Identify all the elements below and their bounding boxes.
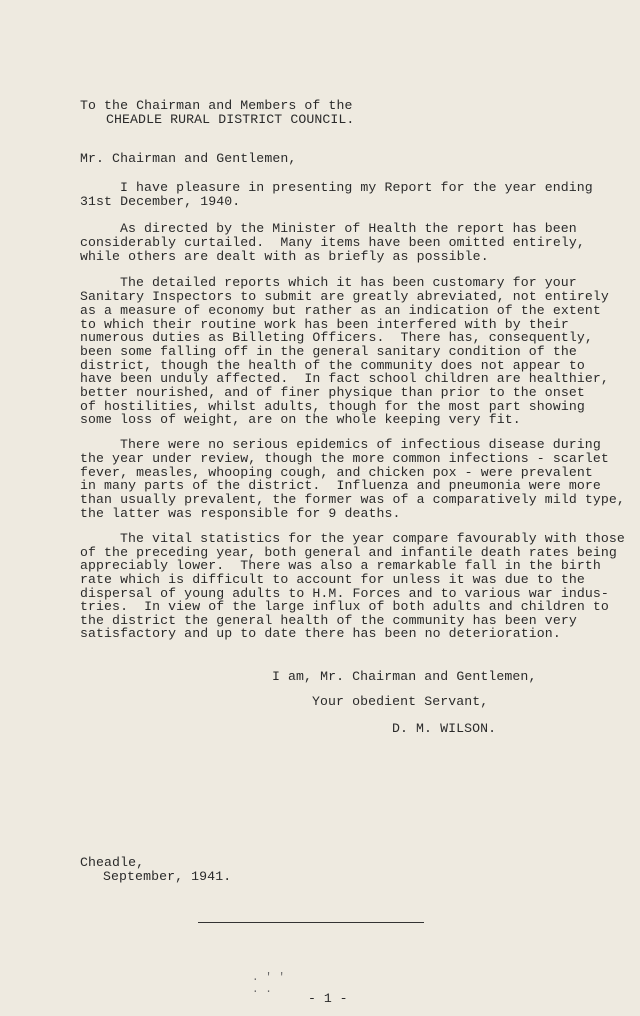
para3-line5: numerous duties as Billeting Officers. There has, consequently, bbox=[80, 330, 593, 345]
para4-line3: fever, measles, whooping cough, and chicken pox - were prevalent bbox=[80, 465, 593, 480]
signature-name: D. M. WILSON. bbox=[392, 721, 497, 736]
page-number: - 1 - bbox=[308, 991, 348, 1006]
closing-line: I am, Mr. Chairman and Gentlemen, bbox=[272, 669, 537, 684]
para2-line3: while others are dealt with as briefly as possible. bbox=[80, 249, 489, 264]
para3-line7: district, though the health of the community does not appear to bbox=[80, 358, 585, 373]
para3-line10: of hostilities, whilst adults, though for the most part showing bbox=[80, 399, 585, 414]
para3-line2: Sanitary Inspectors to submit are greatly abreviated, not entirely bbox=[80, 289, 609, 304]
para3-line8: have been unduly affected. In fact school children are healthier, bbox=[80, 371, 609, 386]
para1-line2: 31st December, 1940. bbox=[80, 194, 241, 209]
horizontal-rule bbox=[198, 922, 424, 923]
para5-line6: tries. In view of the large influx of both adults and children to bbox=[80, 599, 609, 614]
para4-line4: in many parts of the district. Influenza and pneumonia were more bbox=[80, 478, 601, 493]
para4-line1: There were no serious epidemics of infectious disease during bbox=[120, 437, 601, 452]
salutation: Mr. Chairman and Gentlemen, bbox=[80, 151, 297, 166]
address-line-1: To the Chairman and Members of the bbox=[80, 98, 353, 113]
para5-line5: dispersal of young adults to H.M. Forces and to various war indus- bbox=[80, 586, 609, 601]
para5-line4: rate which is difficult to account for unless it was due to the bbox=[80, 572, 585, 587]
para5-line7: the district the general health of the community has been very bbox=[80, 613, 577, 628]
para2-line1: As directed by the Minister of Health the report has been bbox=[120, 221, 577, 236]
para3-line3: as a measure of economy but rather as an indication of the extent bbox=[80, 303, 601, 318]
para3-line4: to which their routine work has been interfered with by their bbox=[80, 317, 569, 332]
signoff-line: Your obedient Servant, bbox=[312, 694, 489, 709]
stray-marks: . ' ' . . bbox=[252, 972, 286, 996]
para5-line8: satisfactory and up to date there has been no deterioration. bbox=[80, 626, 561, 641]
para3-line11: some loss of weight, are on the whole keeping very fit. bbox=[80, 412, 521, 427]
para3-line6: been some falling off in the general sanitary condition of the bbox=[80, 344, 577, 359]
date: September, 1941. bbox=[103, 869, 232, 884]
para5-line1: The vital statistics for the year compare favourably with those bbox=[120, 531, 625, 546]
para2-line2: considerably curtailed. Many items have been omitted entirely, bbox=[80, 235, 585, 250]
para5-line2: of the preceding year, both general and infantile death rates being bbox=[80, 545, 617, 560]
address-line-2: CHEADLE RURAL DISTRICT COUNCIL. bbox=[106, 112, 355, 127]
place: Cheadle, bbox=[80, 855, 145, 870]
para4-line2: the year under review, though the more common infections - scarlet bbox=[80, 451, 609, 466]
para4-line6: the latter was responsible for 9 deaths. bbox=[80, 506, 401, 521]
para4-line5: than usually prevalent, the former was of a comparatively mild type, bbox=[80, 492, 625, 507]
para3-line1: The detailed reports which it has been customary for your bbox=[120, 275, 577, 290]
para5-line3: appreciably lower. There was also a remarkable fall in the birth bbox=[80, 558, 601, 573]
para3-line9: better nourished, and of finer physique than prior to the onset bbox=[80, 385, 585, 400]
para1-line1: I have pleasure in presenting my Report for the year ending bbox=[120, 180, 593, 195]
